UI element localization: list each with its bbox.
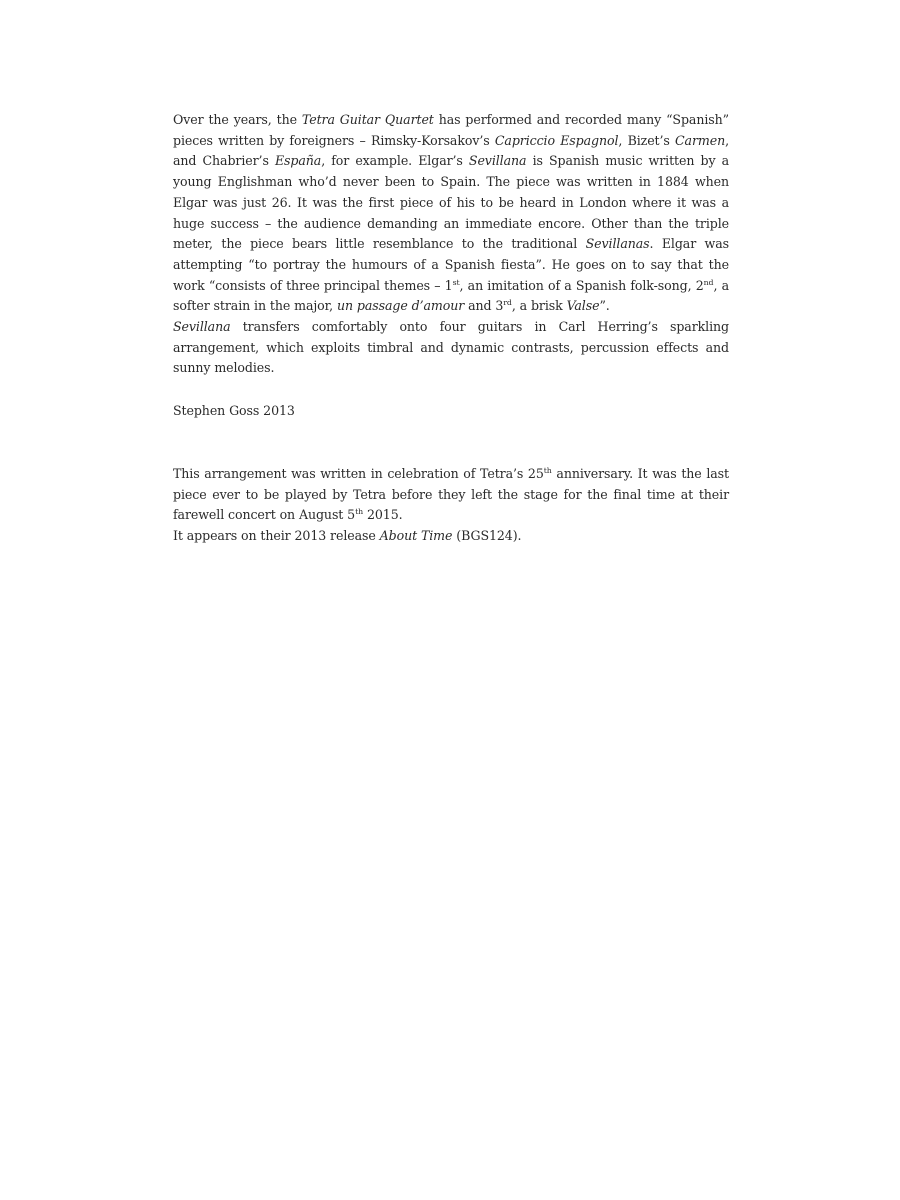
album-title: About Time: [379, 528, 453, 544]
ensemble-name: Tetra Guitar Quartet: [301, 112, 434, 127]
signature-block: [173, 401, 729, 422]
dance-name: Valse: [566, 298, 600, 314]
notes-block: [173, 110, 729, 379]
ordinal-suffix: th: [355, 507, 364, 517]
work-title: Capriccio Espagnol: [494, 132, 619, 148]
work-title: Sevillana: [173, 319, 231, 335]
work-title: Sevillanas: [585, 236, 650, 252]
french-phrase: un passage d’amour: [337, 298, 465, 314]
ordinal-suffix: rd: [503, 298, 512, 308]
ordinal-suffix: st: [452, 277, 460, 287]
paragraph-arrangement: Sevillana transfers comfortably onto four guitars in Carl Herring’s sparkling arrangement, which exploits timbral and dynamic contrasts, percussion effects and sunny melodies.: [173, 319, 729, 376]
paragraph-release: It appears on their 2013 release About Time (BGS124).: [173, 528, 522, 544]
ordinal-suffix: nd: [703, 277, 714, 287]
work-title: España: [274, 153, 322, 169]
paragraph-anniversary: This arrangement was written in celebration of Tetra’s 25th anniversary. It was the last piece ever to be played by Tetra before they left the stage for the final time at their farewell concert on August 5th 2015.: [173, 465, 729, 523]
author-signature: Stephen Goss 2013: [173, 403, 295, 418]
paragraph-history: Over the years, the Tetra Guitar Quartet has performed and recorded many “Spanish” pieces written by foreigners – Rimsky-Korsakov’s Capriccio Espagnol, Bizet’s Carmen, and Chabrier’s España, for example. Elgar’s Sevillana is Spanish music written by a young Englishman who’d never been to Spain. The piece was written in 1884 when Elgar was just 26. It was the first piece of his to be heard in London where it was a huge success – the audience demanding an immediate encore. Other than the triple meter, the piece bears little resemblance to the traditional Sevillanas. Elgar was attempting “to portray the humours of a Spanish fiesta”. He goes on to say that the work “consists of three principal themes – 1st, an imitation of a Spanish folk-song, 2nd, a softer strain in the major, un passage d’amour and 3rd, a brisk Valse”.: [173, 112, 730, 314]
dedication-block: [173, 464, 729, 547]
work-title: Carmen: [675, 132, 726, 148]
ordinal-suffix: th: [543, 465, 552, 475]
work-title: Sevillana: [468, 153, 527, 169]
